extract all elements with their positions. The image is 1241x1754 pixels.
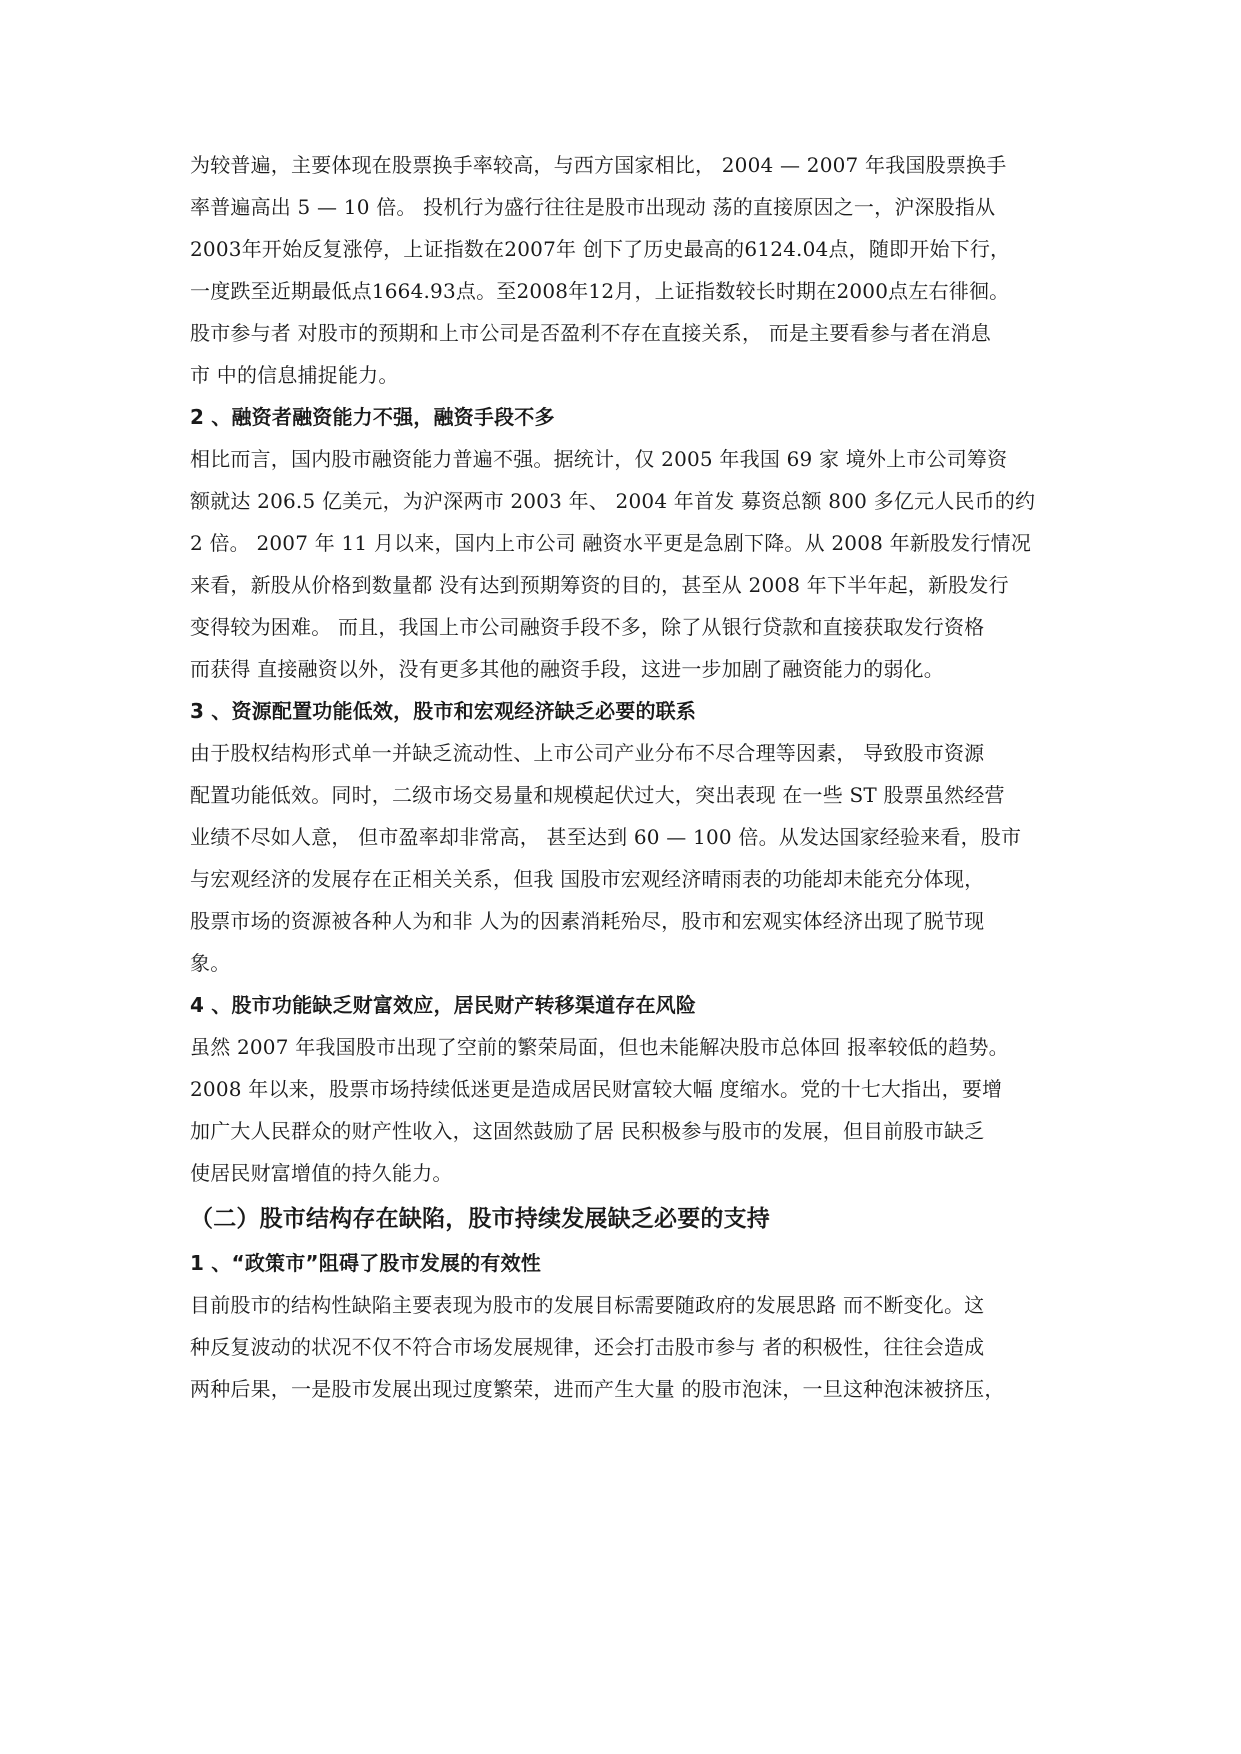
body-text-line: 市 中的信息捕捉能力。 xyxy=(190,363,399,387)
body-text-line: 率普遍高出 5 — 10 倍。 投机行为盛行往往是股市出现动 荡的直接原因之一，沪深股指从 xyxy=(190,195,996,219)
body-text-line: 目前股市的结构性缺陷主要表现为股市的发展目标需要随政府的发展思路 而不断变化。这 xyxy=(190,1293,985,1317)
subheading-1: 1 、“政策市”阻碍了股市发展的有效性 xyxy=(190,1251,541,1275)
body-text-line: 额就达 206.5 亿美元，为沪深两市 2003 年、 2004 年首发 募资总额 800 多亿元人民币的约 xyxy=(190,489,1036,513)
body-text-line: 一度跌至近期最低点1664.93点。至2008年12月，上证指数较长时期在2000点左右徘徊。 xyxy=(190,279,1010,303)
section-heading-2: （二）股市结构存在缺陷，股市持续发展缺乏必要的支持 xyxy=(190,1206,770,1232)
subheading-4: 4 、股市功能缺乏财富效应，居民财产转移渠道存在风险 xyxy=(190,993,697,1017)
body-text-line: 由于股权结构形式单一并缺乏流动性、上市公司产业分布不尽合理等因素， 导致股市资源 xyxy=(190,741,985,765)
body-text-line: 2003年开始反复涨停，上证指数在2007年 创下了历史最高的6124.04点，随即开始下行， xyxy=(190,237,1011,261)
body-text-line: 股市参与者 对股市的预期和上市公司是否盈利不存在直接关系， 而是主要看参与者在消息 xyxy=(190,321,991,345)
body-text-line: 种反复波动的状况不仅不符合市场发展规律，还会打击股市参与 者的积极性，往往会造成 xyxy=(190,1335,985,1359)
body-text-line: 使居民财富增值的持久能力。 xyxy=(190,1161,453,1185)
body-text-line: 为较普遍，主要体现在股票换手率较高，与西方国家相比， 2004 — 2007 年我国股票换手 xyxy=(190,153,1007,177)
body-text-line: 2008 年以来，股票市场持续低迷更是造成居民财富较大幅 度缩水。党的十七大指出，要增 xyxy=(190,1077,1003,1101)
body-text-line: 业绩不尽如人意， 但市盈率却非常高， 甚至达到 60 — 100 倍。从发达国家经验来看，股市 xyxy=(190,825,1022,849)
body-text-line: 象。 xyxy=(190,951,231,975)
body-text-line: 股票市场的资源被各种人为和非 人为的因素消耗殆尽，股市和宏观实体经济出现了脱节现 xyxy=(190,909,985,933)
body-text-line: 虽然 2007 年我国股市出现了空前的繁荣局面，但也未能解决股市总体回 报率较低的趋势。 xyxy=(190,1035,1009,1059)
body-text-line: 相比而言，国内股市融资能力普遍不强。据统计，仅 2005 年我国 69 家 境外上市公司筹资 xyxy=(190,447,1008,471)
body-text-line: 与宏观经济的发展存在正相关关系，但我 国股市宏观经济晴雨表的功能却未能充分体现， xyxy=(190,867,985,891)
subheading-3: 3 、资源配置功能低效，股市和宏观经济缺乏必要的联系 xyxy=(190,699,697,723)
body-text-line: 来看，新股从价格到数量都 没有达到预期筹资的目的，甚至从 2008 年下半年起，新股发行 xyxy=(190,573,1009,597)
body-text-line: 配置功能低效。同时，二级市场交易量和规模起伏过大，突出表现 在一些 ST 股票虽然经营 xyxy=(190,783,1005,807)
subheading-2: 2 、融资者融资能力不强，融资手段不多 xyxy=(190,405,555,429)
body-text-line: 2 倍。 2007 年 11 月以来，国内上市公司 融资水平更是急剧下降。从 2008 年新股发行情况 xyxy=(190,531,1032,555)
body-text-line: 而获得 直接融资以外，没有更多其他的融资手段，这进一步加剧了融资能力的弱化。 xyxy=(190,657,944,681)
body-text-line: 两种后果，一是股市发展出现过度繁荣，进而产生大量 的股市泡沫，一旦这种泡沫被挤压， xyxy=(190,1377,1005,1401)
body-text-line: 变得较为困难。 而且，我国上市公司融资手段不多，除了从银行贷款和直接获取发行资格 xyxy=(190,615,985,639)
body-text-line: 加广大人民群众的财产性收入，这固然鼓励了居 民积极参与股市的发展，但目前股市缺乏 xyxy=(190,1119,985,1143)
